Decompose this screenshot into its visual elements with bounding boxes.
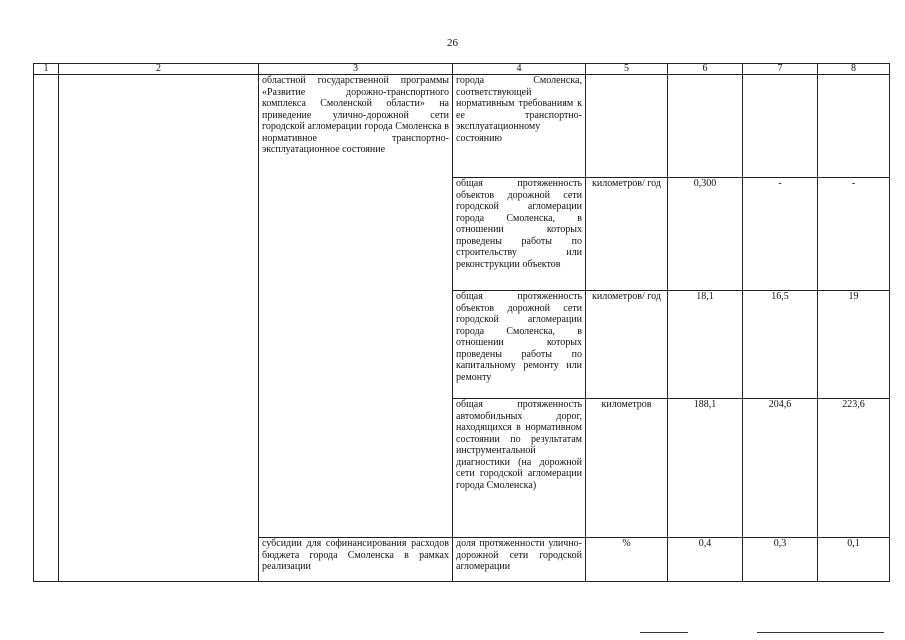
page-number: 26 [447,37,458,49]
indicator-cell: общая протяженность объектов дорожной сети городской агломерации города Смоленска, в отношении которых проведены работы по капитальному ремонту или ремонту [453,291,586,399]
column-header-2: 2 [59,64,259,75]
column-header-8: 8 [818,64,890,75]
value-cell-6: 18,1 [668,291,743,399]
value-cell-8: 0,1 [818,538,890,582]
unit-cell: километров/ год [586,291,668,399]
cell-col2 [59,75,259,582]
subsidy-program-cell: субсидии для софинансирования расходов бюджета города Смоленска в рамках реализации [259,538,453,582]
unit-cell: километров [586,399,668,538]
cell-col1 [34,75,59,582]
table-row [34,75,890,178]
program-cell: областной государственной программы «Развитие дорожно-транспортного комплекса Смоленской области» на приведение улично-дорожной сети городской агломерации города Смоленска в нормативное транспортно-эксплуатационное состояние [259,75,453,538]
indicator-cell: города Смоленска, соответствующей нормативным требованиям к ее транспортно-эксплуатационному состоянию [453,75,586,178]
column-header-7: 7 [743,64,818,75]
value-cell-7: 0,3 [743,538,818,582]
value-cell-6: 0,300 [668,178,743,291]
value-cell-7: - [743,178,818,291]
value-cell-7: 204,6 [743,399,818,538]
indicators-table [33,63,890,582]
indicator-cell: общая протяженность автомобильных дорог, находящихся в нормативном состоянии по результатам инструментальной диагностики (на дорожной сети городской агломерации города Смоленска) [453,399,586,538]
value-cell-8: 19 [818,291,890,399]
unit-cell: % [586,538,668,582]
column-header-3: 3 [259,64,453,75]
column-header-5: 5 [586,64,668,75]
column-header-6: 6 [668,64,743,75]
value-cell-8: - [818,178,890,291]
indicator-cell: общая протяженность объектов дорожной сети городской агломерации города Смоленска, в отношении которых проведены работы по строительству или реконструкции объектов [453,178,586,291]
column-number-row [34,64,890,75]
value-cell-6: 188,1 [668,399,743,538]
indicator-cell: доля протяженности улично-дорожной сети городской агломерации [453,538,586,582]
value-cell-7: 16,5 [743,291,818,399]
value-cell-6: 0,4 [668,538,743,582]
footer-line-left [640,632,688,633]
column-header-1: 1 [34,64,59,75]
column-header-4: 4 [453,64,586,75]
value-cell-8 [818,75,890,178]
footer-line-right [757,632,884,633]
unit-cell [586,75,668,178]
value-cell-8: 223,6 [818,399,890,538]
unit-cell: километров/ год [586,178,668,291]
value-cell-7 [743,75,818,178]
value-cell-6 [668,75,743,178]
